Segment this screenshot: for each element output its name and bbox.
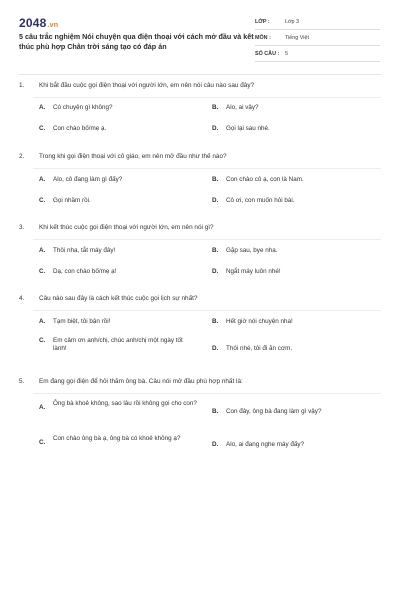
option-d[interactable] xyxy=(212,125,371,133)
logo-number: 2048 xyxy=(19,16,47,30)
option-text: Hết giờ nói chuyện nha! xyxy=(226,318,293,325)
option-text: Gặp sau, bye nha. xyxy=(226,247,278,254)
question-prompt: Câu nào sau đây là cách kết thúc cuộc gọi lịch sự nhất? xyxy=(39,295,198,302)
option-text: Gọi nhầm rồi. xyxy=(53,197,91,204)
option-text: Con đây, ông bà đang làm gì vậy? xyxy=(226,408,322,415)
worksheet-meta xyxy=(255,14,380,62)
question-text xyxy=(19,224,381,232)
option-c[interactable] xyxy=(39,435,198,447)
option-d[interactable] xyxy=(212,268,371,276)
option-letter: A. xyxy=(39,404,46,411)
meta-row-count xyxy=(255,46,380,62)
option-letter: C. xyxy=(39,439,46,446)
option-letter: A. xyxy=(39,247,46,254)
option-text: Thôi nhé, tôi đi ăn cơm. xyxy=(226,345,293,352)
option-text: Gọi lại sau nhé. xyxy=(226,125,270,132)
question-prompt: Trong khi gọi điện thoại với cô giáo, em nên mở đầu như thế nào? xyxy=(39,153,227,160)
option-b[interactable] xyxy=(212,176,371,184)
option-text: Có chuyện gì không? xyxy=(53,104,113,111)
question-2 xyxy=(19,153,381,204)
meta-row-grade xyxy=(255,14,380,30)
option-letter: C. xyxy=(39,337,46,344)
option-letter: C. xyxy=(39,268,46,275)
option-letter: C. xyxy=(39,197,46,204)
question-divider xyxy=(33,97,381,98)
option-d[interactable] xyxy=(212,441,371,449)
question-divider xyxy=(33,239,381,240)
option-text: Cô ơi, con muốn hỏi bài. xyxy=(226,197,295,204)
option-text: Alo, cô đang làm gì đấy? xyxy=(53,176,123,183)
question-text xyxy=(19,378,381,386)
option-c[interactable] xyxy=(39,268,198,276)
option-text: Thôi nha, tắt máy đây! xyxy=(53,247,116,254)
option-text: Con chào ông bà ạ, ông bà có khoẻ không ạ? xyxy=(53,435,181,442)
grade-value: Lớp 3 xyxy=(285,18,300,25)
option-b[interactable] xyxy=(212,247,371,255)
option-letter: D. xyxy=(212,268,219,275)
question-prompt: Em đang gọi điện để hỏi thăm ông bà. Câu nói mở đầu phù hợp nhất là: xyxy=(39,378,243,385)
option-c[interactable] xyxy=(39,337,198,354)
option-a[interactable] xyxy=(39,318,198,326)
count-label: SỐ CÂU : xyxy=(255,50,280,57)
option-text: Tạm biệt, tôi bận rồi! xyxy=(53,318,111,325)
option-letter: D. xyxy=(212,345,219,352)
meta-row-subject xyxy=(255,30,380,46)
site-logo[interactable] xyxy=(19,16,58,30)
option-text: Con chào bố/mẹ ạ. xyxy=(53,125,107,132)
option-letter: B. xyxy=(212,247,219,254)
question-prompt: Khi kết thúc cuộc gọi điện thoại với người lớn, em nên nói gì? xyxy=(39,224,214,231)
option-a[interactable] xyxy=(39,104,198,112)
option-letter: B. xyxy=(212,104,219,111)
option-letter: A. xyxy=(39,318,46,325)
count-value: 5 xyxy=(285,50,288,57)
question-text xyxy=(19,295,381,303)
option-c[interactable] xyxy=(39,197,198,205)
option-b[interactable] xyxy=(212,104,371,112)
option-text: Ngắt máy luôn nhé! xyxy=(226,268,281,275)
option-a[interactable] xyxy=(39,176,198,184)
page-title: 5 câu trắc nghiệm Nói chuyện qua điện thoại với cách mở đầu và kết thúc phù hợp Chân trời sáng tạo có đáp án xyxy=(19,32,254,52)
logo-suffix: .vn xyxy=(47,22,59,29)
header-divider xyxy=(19,74,381,75)
option-letter: B. xyxy=(212,318,219,325)
option-b[interactable] xyxy=(212,408,371,416)
option-letter: A. xyxy=(39,104,46,111)
option-text: Dạ, con chào bố/mẹ ạ! xyxy=(53,268,117,275)
option-d[interactable] xyxy=(212,197,371,205)
question-number: 5. xyxy=(19,378,25,385)
option-b[interactable] xyxy=(212,318,371,326)
option-text: Em cảm ơn anh/chị, chúc anh/chị một ngày tốt lành! xyxy=(53,337,183,353)
option-text: Ông bà khoẻ không, sao lâu rồi không gọi cho con? xyxy=(53,400,197,407)
question-number: 4. xyxy=(19,295,25,302)
option-letter: A. xyxy=(39,176,46,183)
option-a[interactable] xyxy=(39,400,198,412)
question-5 xyxy=(19,378,381,448)
question-text xyxy=(19,82,381,90)
option-letter: C. xyxy=(39,125,46,132)
question-prompt: Khi bắt đầu cuộc gọi điện thoại với người lớn, em nên nói câu nào sau đây? xyxy=(39,82,255,89)
subject-label: MÔN : xyxy=(255,34,271,41)
question-divider xyxy=(33,393,381,394)
question-number: 1. xyxy=(19,82,25,89)
option-text: Alo, ai đang nghe máy đấy? xyxy=(226,441,305,448)
question-divider xyxy=(33,310,381,311)
question-1 xyxy=(19,82,381,132)
subject-value: Tiếng Việt xyxy=(285,34,309,41)
question-divider xyxy=(33,168,381,169)
option-letter: D. xyxy=(212,441,219,448)
question-4 xyxy=(19,295,381,353)
option-d[interactable] xyxy=(212,345,371,353)
option-letter: D. xyxy=(212,197,219,204)
question-3 xyxy=(19,224,381,275)
question-text xyxy=(19,153,381,161)
option-text: Alo, ai vậy? xyxy=(226,104,259,111)
option-text: Con chào cô ạ, con là Nam. xyxy=(226,176,304,183)
option-c[interactable] xyxy=(39,125,198,133)
option-a[interactable] xyxy=(39,247,198,255)
grade-label: LỚP : xyxy=(255,18,270,25)
question-number: 2. xyxy=(19,153,25,160)
option-letter: D. xyxy=(212,125,219,132)
option-letter: B. xyxy=(212,176,219,183)
question-number: 3. xyxy=(19,224,25,231)
option-letter: B. xyxy=(212,408,219,415)
